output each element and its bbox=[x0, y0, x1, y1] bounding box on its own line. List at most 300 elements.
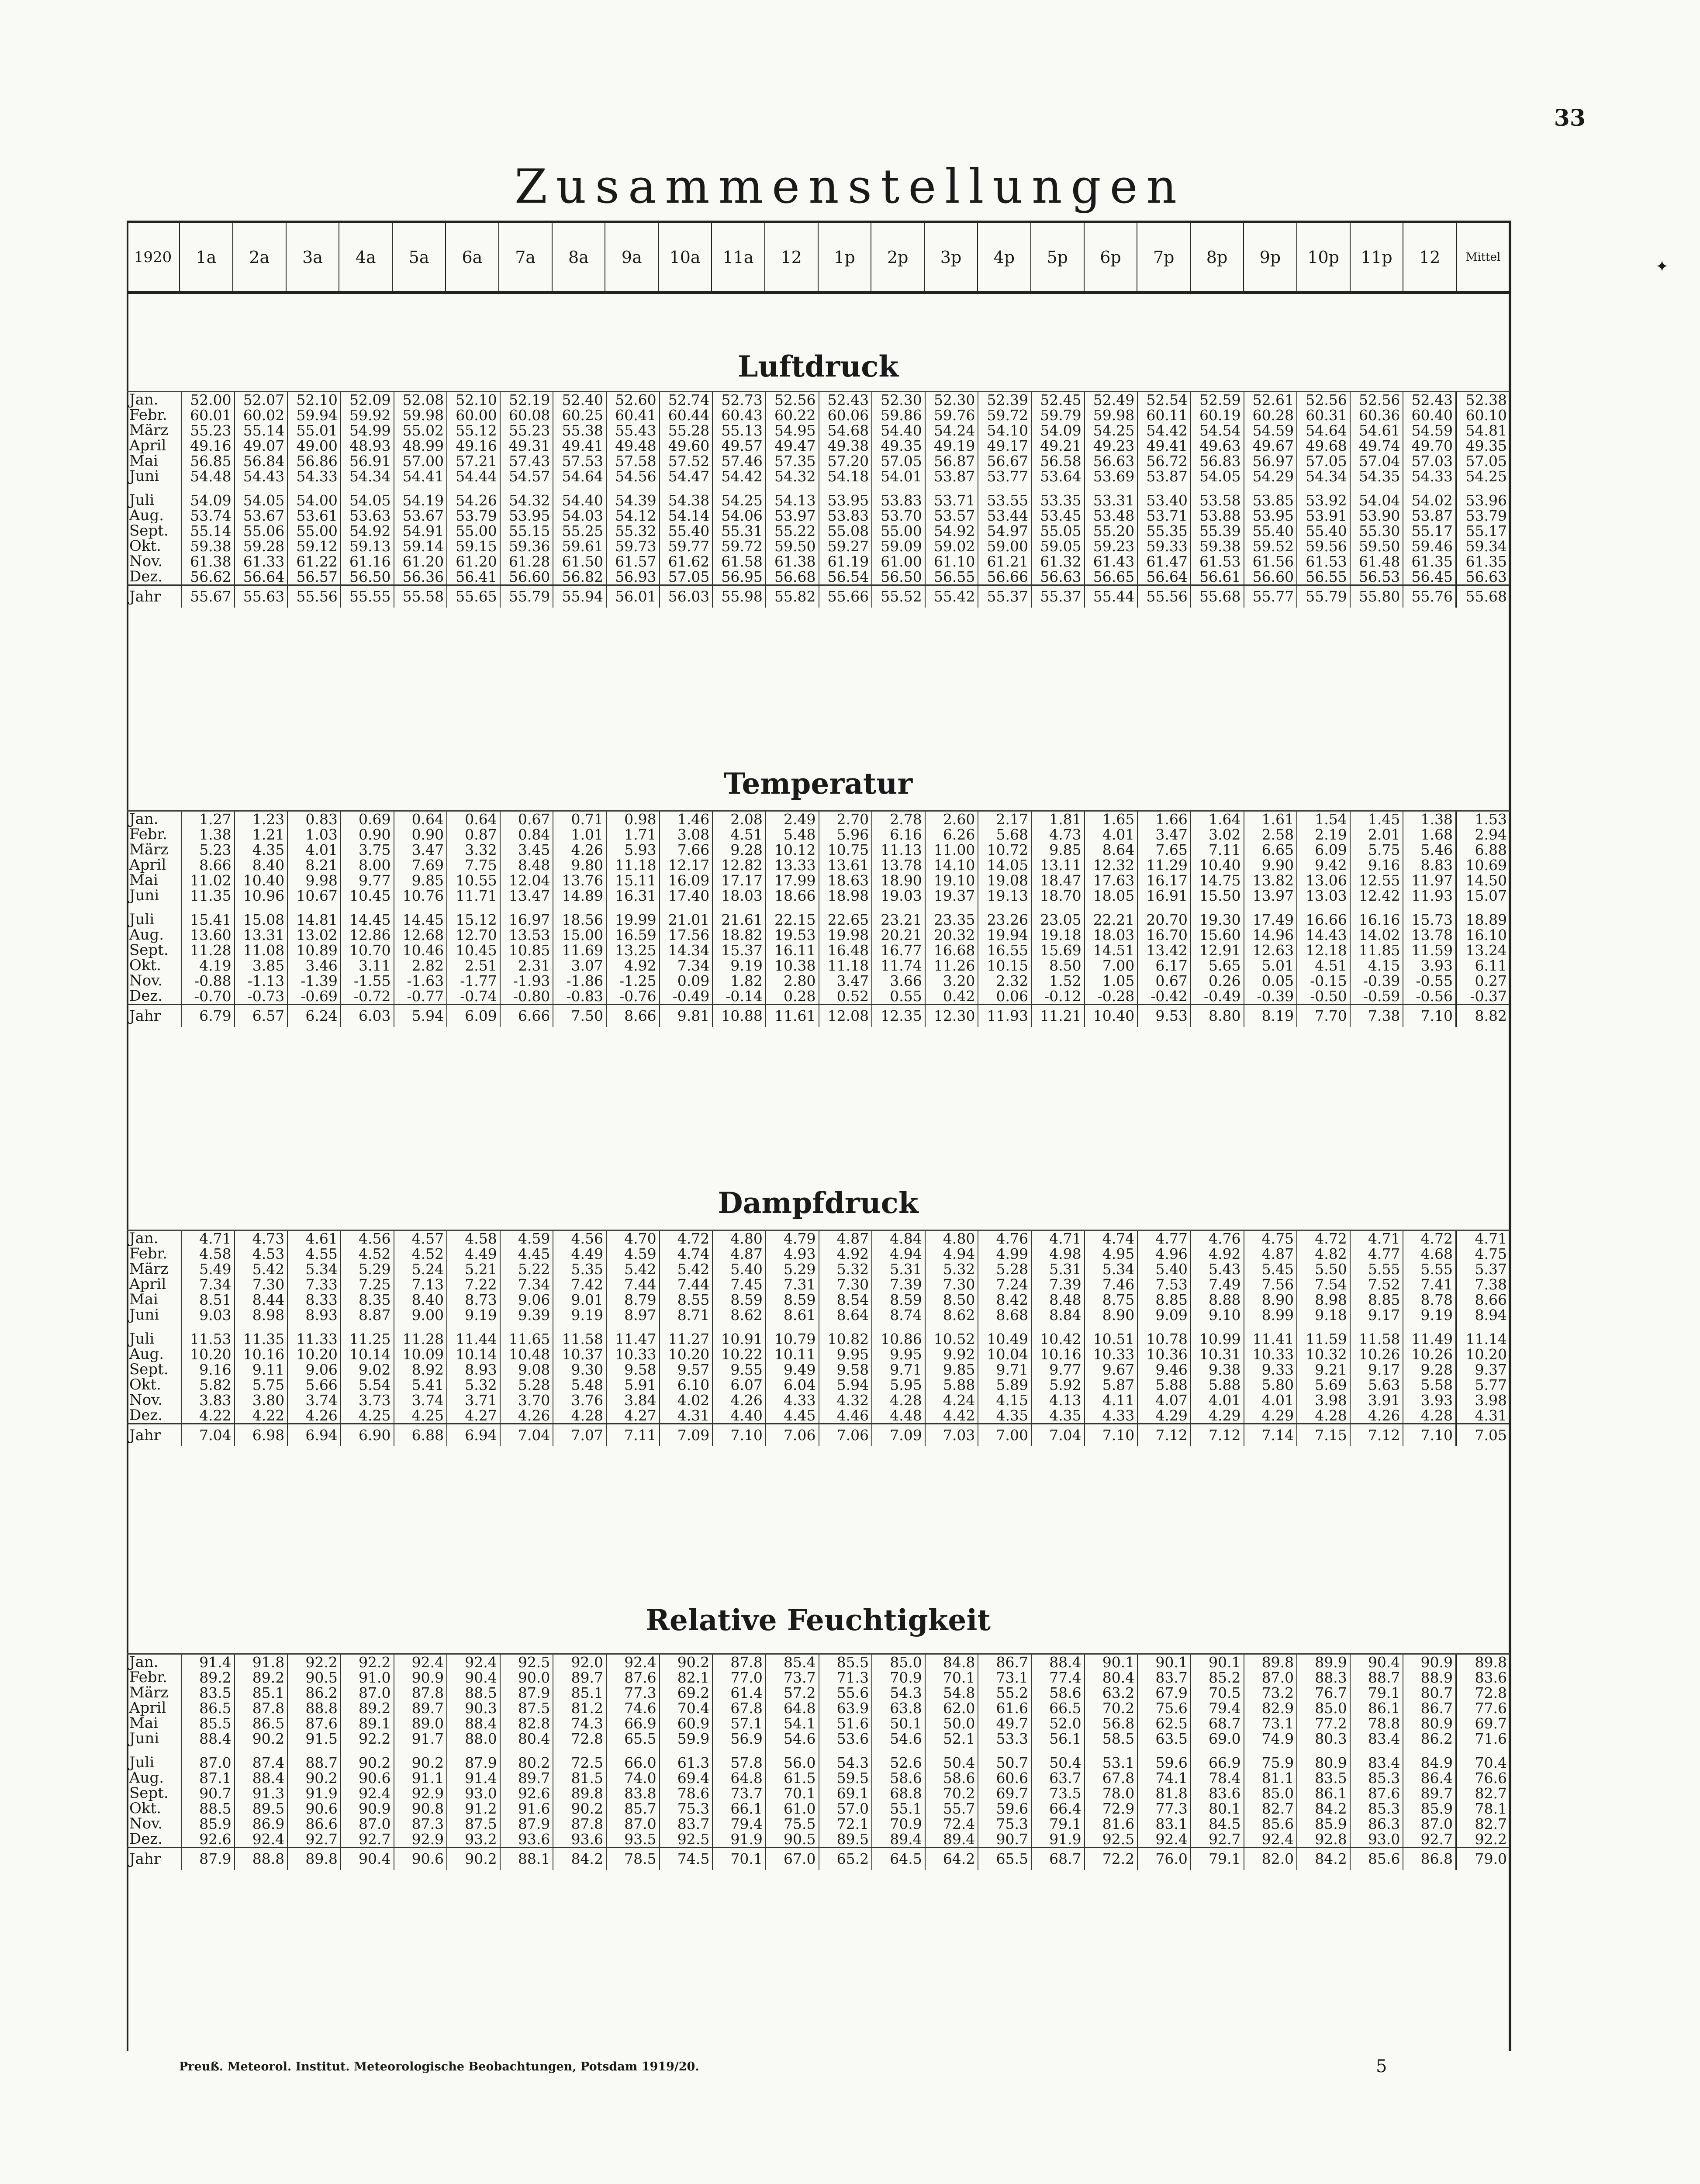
year-mean-cell: 79.0 bbox=[1456, 1848, 1510, 1870]
gap-cell bbox=[287, 903, 341, 912]
year-value-cell: 7.15 bbox=[1297, 1424, 1350, 1447]
mean-cell: 89.8 bbox=[1456, 1655, 1510, 1670]
value-cell: 6.17 bbox=[1137, 958, 1191, 973]
value-cell: 8.48 bbox=[1031, 1292, 1085, 1307]
value-cell: 57.58 bbox=[606, 453, 660, 469]
value-cell: 57.52 bbox=[660, 453, 713, 469]
value-cell: 87.0 bbox=[181, 1755, 235, 1770]
value-cell: 8.59 bbox=[766, 1292, 819, 1307]
value-cell: 4.51 bbox=[1297, 958, 1350, 973]
value-cell: 11.02 bbox=[181, 873, 235, 888]
year-value-cell: 7.10 bbox=[1403, 1424, 1456, 1447]
value-cell: 11.93 bbox=[1403, 888, 1456, 903]
value-cell: 90.1 bbox=[1137, 1655, 1191, 1670]
gap-cell bbox=[341, 903, 394, 912]
value-cell: 84.8 bbox=[925, 1655, 978, 1670]
value-cell: 87.0 bbox=[1244, 1670, 1297, 1685]
value-cell: 87.8 bbox=[553, 1816, 606, 1832]
table-row bbox=[127, 469, 1510, 484]
value-cell: 59.50 bbox=[766, 539, 819, 554]
mean-cell: 8.66 bbox=[1456, 1292, 1510, 1307]
value-cell: 52.61 bbox=[1244, 392, 1297, 408]
value-cell: 63.7 bbox=[1031, 1770, 1085, 1786]
year-value-cell: 8.66 bbox=[606, 1005, 660, 1027]
year-value-cell: 6.94 bbox=[287, 1424, 341, 1447]
value-cell: 61.6 bbox=[978, 1700, 1031, 1716]
value-cell: 67.8 bbox=[712, 1700, 766, 1716]
value-cell: 5.40 bbox=[1137, 1261, 1191, 1277]
value-cell: 3.47 bbox=[394, 842, 447, 857]
gap-cell bbox=[978, 1323, 1031, 1331]
value-cell: 91.2 bbox=[447, 1801, 500, 1816]
value-cell: 89.8 bbox=[553, 1786, 606, 1801]
year-value-cell: 55.55 bbox=[341, 585, 394, 608]
value-cell: 60.31 bbox=[1297, 408, 1350, 423]
year-value-cell: 87.9 bbox=[181, 1848, 235, 1870]
value-cell: 53.58 bbox=[1191, 493, 1244, 508]
value-cell: 4.19 bbox=[181, 958, 235, 973]
value-cell: 4.56 bbox=[341, 1231, 394, 1246]
value-cell: 3.74 bbox=[287, 1393, 341, 1408]
gap-cell bbox=[394, 903, 447, 912]
value-cell: 54.05 bbox=[235, 493, 288, 508]
value-cell: 5.23 bbox=[181, 842, 235, 857]
value-cell: 4.57 bbox=[394, 1231, 447, 1246]
value-cell: 14.02 bbox=[1350, 927, 1403, 943]
value-cell: 23.35 bbox=[925, 912, 978, 927]
gap-cell bbox=[766, 903, 819, 912]
value-cell: 18.03 bbox=[1085, 927, 1138, 943]
value-cell: 55.28 bbox=[660, 423, 713, 438]
month-label: Aug. bbox=[129, 508, 164, 523]
value-cell: 16.55 bbox=[978, 943, 1031, 958]
value-cell: 88.3 bbox=[1297, 1670, 1350, 1685]
gap-cell bbox=[1137, 1323, 1191, 1331]
value-cell: 55.00 bbox=[447, 523, 500, 539]
value-cell: -0.39 bbox=[1244, 988, 1297, 1005]
value-cell: 58.5 bbox=[1085, 1731, 1138, 1746]
value-cell: 10.16 bbox=[235, 1347, 288, 1362]
value-cell: 8.99 bbox=[1244, 1307, 1297, 1323]
gap-cell bbox=[1137, 903, 1191, 912]
value-cell: 81.5 bbox=[553, 1770, 606, 1786]
value-cell: 18.66 bbox=[766, 888, 819, 903]
value-cell: 87.8 bbox=[394, 1685, 447, 1700]
value-cell: 53.90 bbox=[1350, 508, 1403, 523]
value-cell: 55.20 bbox=[1085, 523, 1138, 539]
value-cell: 56.54 bbox=[819, 569, 872, 585]
value-cell: 58.6 bbox=[1031, 1685, 1085, 1700]
value-cell: 9.17 bbox=[1350, 1307, 1403, 1323]
month-label: Febr. bbox=[129, 1246, 167, 1261]
value-cell: 5.34 bbox=[1085, 1261, 1138, 1277]
value-cell: 53.6 bbox=[819, 1731, 872, 1746]
value-cell: 68.8 bbox=[872, 1786, 925, 1801]
value-cell: 49.68 bbox=[1297, 438, 1350, 453]
value-cell: 88.9 bbox=[1403, 1670, 1456, 1685]
value-cell: 5.42 bbox=[606, 1261, 660, 1277]
year-value-cell: 70.1 bbox=[712, 1848, 766, 1870]
month-label: Sept. bbox=[129, 1362, 169, 1377]
value-cell: 61.58 bbox=[712, 554, 766, 569]
value-cell: 4.32 bbox=[819, 1393, 872, 1408]
value-cell: 13.03 bbox=[1297, 888, 1350, 903]
value-cell: 7.11 bbox=[1191, 842, 1244, 857]
value-cell: 16.16 bbox=[1350, 912, 1403, 927]
value-cell: 8.59 bbox=[712, 1292, 766, 1307]
mean-cell: 11.14 bbox=[1456, 1331, 1510, 1347]
value-cell: 53.57 bbox=[925, 508, 978, 523]
value-cell: 74.0 bbox=[606, 1770, 660, 1786]
mean-cell: 61.35 bbox=[1456, 554, 1510, 569]
year-value-cell: 9.53 bbox=[1137, 1005, 1191, 1027]
value-cell: 54.8 bbox=[925, 1685, 978, 1700]
gap-cell bbox=[766, 1746, 819, 1755]
value-cell: 72.5 bbox=[553, 1755, 606, 1770]
section-temperatur bbox=[127, 810, 1510, 1027]
value-cell: 78.8 bbox=[1350, 1716, 1403, 1731]
month-label: Febr. bbox=[129, 1670, 167, 1685]
year-value-cell: 90.4 bbox=[341, 1848, 394, 1870]
value-cell: 90.9 bbox=[1403, 1655, 1456, 1670]
value-cell: 4.27 bbox=[606, 1408, 660, 1424]
value-cell: 5.46 bbox=[1403, 842, 1456, 857]
value-cell: 7.33 bbox=[287, 1277, 341, 1292]
value-cell: 56.87 bbox=[925, 453, 978, 469]
table-row bbox=[127, 569, 1510, 585]
value-cell: 86.5 bbox=[181, 1700, 235, 1716]
value-cell: 7.24 bbox=[978, 1277, 1031, 1292]
gap-cell bbox=[766, 1323, 819, 1331]
value-cell: 69.2 bbox=[660, 1685, 713, 1700]
value-cell: 93.0 bbox=[447, 1786, 500, 1801]
value-cell: 22.15 bbox=[766, 912, 819, 927]
value-cell: 88.0 bbox=[447, 1731, 500, 1746]
value-cell: -0.72 bbox=[341, 988, 394, 1005]
value-cell: 1.45 bbox=[1350, 812, 1403, 827]
value-cell: 17.56 bbox=[660, 927, 713, 943]
year-value-cell: 88.1 bbox=[500, 1848, 553, 1870]
value-cell: 9.58 bbox=[606, 1362, 660, 1377]
value-cell: 15.12 bbox=[447, 912, 500, 927]
value-cell: 1.71 bbox=[606, 827, 660, 842]
value-cell: 7.00 bbox=[1085, 958, 1138, 973]
year-value-cell: 6.24 bbox=[287, 1005, 341, 1027]
value-cell: 12.18 bbox=[1297, 943, 1350, 958]
value-cell: 60.08 bbox=[500, 408, 553, 423]
year-value-cell: 90.2 bbox=[447, 1848, 500, 1870]
value-cell: 7.52 bbox=[1350, 1277, 1403, 1292]
value-cell: 56.8 bbox=[1085, 1716, 1138, 1731]
month-label: Nov. bbox=[129, 554, 163, 569]
value-cell: 81.2 bbox=[553, 1700, 606, 1716]
gap-cell bbox=[766, 484, 819, 493]
value-cell: 92.5 bbox=[500, 1655, 553, 1670]
value-cell: 61.0 bbox=[766, 1801, 819, 1816]
value-cell: 7.13 bbox=[394, 1277, 447, 1292]
value-cell: 11.33 bbox=[287, 1331, 341, 1347]
value-cell: 59.6 bbox=[1137, 1755, 1191, 1770]
value-cell: 83.4 bbox=[1350, 1755, 1403, 1770]
year-value-cell: 7.50 bbox=[553, 1005, 606, 1027]
value-cell: 49.35 bbox=[872, 438, 925, 453]
value-cell: 9.71 bbox=[872, 1362, 925, 1377]
mean-cell: 82.7 bbox=[1456, 1816, 1510, 1832]
value-cell: 1.64 bbox=[1191, 812, 1244, 827]
value-cell: 6.04 bbox=[766, 1377, 819, 1393]
value-cell: 0.67 bbox=[1137, 973, 1191, 988]
value-cell: 4.26 bbox=[553, 842, 606, 857]
value-cell: 5.48 bbox=[766, 827, 819, 842]
value-cell: 54.35 bbox=[1350, 469, 1403, 484]
value-cell: 57.46 bbox=[712, 453, 766, 469]
mean-cell: 16.10 bbox=[1456, 927, 1510, 943]
value-cell: 54.57 bbox=[500, 469, 553, 484]
value-cell: 7.53 bbox=[1137, 1277, 1191, 1292]
value-cell: 3.70 bbox=[500, 1393, 553, 1408]
hour-header: 6p bbox=[1084, 223, 1137, 291]
gap-cell bbox=[287, 484, 341, 493]
year-value-cell: 55.80 bbox=[1350, 585, 1403, 608]
value-cell: -0.39 bbox=[1350, 973, 1403, 988]
value-cell: 19.94 bbox=[978, 927, 1031, 943]
value-cell: 91.9 bbox=[712, 1832, 766, 1848]
column-header-row bbox=[127, 221, 1510, 294]
value-cell: 90.4 bbox=[447, 1670, 500, 1685]
value-cell: 4.45 bbox=[766, 1408, 819, 1424]
value-cell: 59.14 bbox=[394, 539, 447, 554]
value-cell: 52.60 bbox=[606, 392, 660, 408]
hour-header: 2a bbox=[233, 223, 286, 291]
year-value-cell: 7.07 bbox=[553, 1424, 606, 1447]
value-cell: -0.74 bbox=[447, 988, 500, 1005]
mean-cell: 78.1 bbox=[1456, 1801, 1510, 1816]
value-cell: 77.3 bbox=[1137, 1801, 1191, 1816]
value-cell: 61.38 bbox=[766, 554, 819, 569]
month-label: Juli bbox=[129, 493, 155, 508]
month-label: Juni bbox=[129, 469, 159, 484]
value-cell: 57.05 bbox=[660, 569, 713, 585]
value-cell: 15.41 bbox=[181, 912, 235, 927]
hour-header: 8a bbox=[552, 223, 605, 291]
value-cell: 91.8 bbox=[235, 1655, 288, 1670]
value-cell: 18.98 bbox=[819, 888, 872, 903]
value-cell: 90.0 bbox=[500, 1670, 553, 1685]
value-cell: 55.23 bbox=[500, 423, 553, 438]
value-cell: 61.38 bbox=[181, 554, 235, 569]
value-cell: 1.46 bbox=[660, 812, 713, 827]
value-cell: 80.3 bbox=[1297, 1731, 1350, 1746]
value-cell: 10.96 bbox=[235, 888, 288, 903]
value-cell: 5.31 bbox=[872, 1261, 925, 1277]
value-cell: 9.67 bbox=[1085, 1362, 1138, 1377]
mean-cell: 71.6 bbox=[1456, 1731, 1510, 1746]
value-cell: 56.41 bbox=[447, 569, 500, 585]
value-cell: 7.22 bbox=[447, 1277, 500, 1292]
value-cell: 4.25 bbox=[394, 1408, 447, 1424]
month-label: Mai bbox=[129, 1716, 158, 1731]
value-cell: 17.40 bbox=[660, 888, 713, 903]
value-cell: 90.5 bbox=[287, 1670, 341, 1685]
year-value-cell: 86.8 bbox=[1403, 1848, 1456, 1870]
value-cell: 86.1 bbox=[1350, 1700, 1403, 1716]
month-label: Sept. bbox=[129, 943, 169, 958]
mean-cell: 2.94 bbox=[1456, 827, 1510, 842]
value-cell: 8.50 bbox=[1031, 958, 1085, 973]
value-cell: 4.99 bbox=[978, 1246, 1031, 1261]
table-row bbox=[127, 1347, 1510, 1362]
hour-header: 5p bbox=[1031, 223, 1084, 291]
value-cell: 52.10 bbox=[287, 392, 341, 408]
value-cell: 89.2 bbox=[181, 1670, 235, 1685]
value-cell: 54.09 bbox=[181, 493, 235, 508]
value-cell: 1.66 bbox=[1137, 812, 1191, 827]
value-cell: 7.44 bbox=[606, 1277, 660, 1292]
value-cell: 91.4 bbox=[181, 1655, 235, 1670]
value-cell: 3.74 bbox=[394, 1393, 447, 1408]
year-value-cell: 12.08 bbox=[819, 1005, 872, 1027]
value-cell: 1.65 bbox=[1085, 812, 1138, 827]
value-cell: 56.36 bbox=[394, 569, 447, 585]
value-cell: 83.5 bbox=[1297, 1770, 1350, 1786]
value-cell: 85.3 bbox=[1350, 1770, 1403, 1786]
value-cell: 55.40 bbox=[660, 523, 713, 539]
value-cell: 61.10 bbox=[925, 554, 978, 569]
value-cell: 53.87 bbox=[925, 469, 978, 484]
value-cell: 56.60 bbox=[500, 569, 553, 585]
mean-cell: 54.81 bbox=[1456, 423, 1510, 438]
value-cell: 56.66 bbox=[978, 569, 1031, 585]
value-cell: 5.96 bbox=[819, 827, 872, 842]
value-cell: 59.79 bbox=[1031, 408, 1085, 423]
value-cell: 0.83 bbox=[287, 812, 341, 827]
value-cell: 5.01 bbox=[1244, 958, 1297, 973]
gap-cell bbox=[1350, 484, 1403, 493]
value-cell: 17.99 bbox=[766, 873, 819, 888]
value-cell: 53.1 bbox=[1085, 1755, 1138, 1770]
value-cell: 9.16 bbox=[1350, 857, 1403, 873]
year-value-cell: 74.5 bbox=[660, 1848, 713, 1870]
value-cell: 18.56 bbox=[553, 912, 606, 927]
value-cell: 5.94 bbox=[819, 1377, 872, 1393]
value-cell: 66.0 bbox=[606, 1755, 660, 1770]
value-cell: 19.18 bbox=[1031, 927, 1085, 943]
value-cell: 4.79 bbox=[766, 1231, 819, 1246]
hour-header: 10a bbox=[658, 223, 712, 291]
mean-cell: 82.7 bbox=[1456, 1786, 1510, 1801]
gap-cell bbox=[606, 1323, 660, 1331]
mean-cell: 70.4 bbox=[1456, 1755, 1510, 1770]
value-cell: 9.19 bbox=[712, 958, 766, 973]
value-cell: 52.74 bbox=[660, 392, 713, 408]
value-cell: 52.39 bbox=[978, 392, 1031, 408]
value-cell: 53.71 bbox=[1137, 508, 1191, 523]
month-label: Mai bbox=[129, 873, 158, 888]
value-cell: 8.42 bbox=[978, 1292, 1031, 1307]
value-cell: 54.40 bbox=[872, 423, 925, 438]
value-cell: 7.34 bbox=[181, 1277, 235, 1292]
value-cell: 50.4 bbox=[1031, 1755, 1085, 1770]
value-cell: -1.39 bbox=[287, 973, 341, 988]
value-cell: 9.21 bbox=[1297, 1362, 1350, 1377]
value-cell: 53.69 bbox=[1085, 469, 1138, 484]
value-cell: 5.42 bbox=[235, 1261, 288, 1277]
mean-cell: 54.25 bbox=[1456, 469, 1510, 484]
value-cell: 6.07 bbox=[712, 1377, 766, 1393]
value-cell: 4.94 bbox=[872, 1246, 925, 1261]
value-cell: 90.2 bbox=[235, 1731, 288, 1746]
value-cell: 16.17 bbox=[1137, 873, 1191, 888]
header-cells bbox=[127, 223, 1510, 291]
value-cell: 89.7 bbox=[553, 1670, 606, 1685]
value-cell: 87.0 bbox=[341, 1685, 394, 1700]
value-cell: 90.7 bbox=[978, 1832, 1031, 1848]
mean-cell: 10.69 bbox=[1456, 857, 1510, 873]
table-row bbox=[127, 523, 1510, 539]
value-cell: 58.6 bbox=[925, 1770, 978, 1786]
value-cell: 12.70 bbox=[447, 927, 500, 943]
value-cell: 3.11 bbox=[341, 958, 394, 973]
value-cell: 64.8 bbox=[712, 1770, 766, 1786]
value-cell: 59.86 bbox=[872, 408, 925, 423]
value-cell: 10.99 bbox=[1191, 1331, 1244, 1347]
value-cell: 54.03 bbox=[553, 508, 606, 523]
table-row bbox=[127, 1277, 1510, 1292]
value-cell: 8.55 bbox=[660, 1292, 713, 1307]
value-cell: 23.26 bbox=[978, 912, 1031, 927]
value-cell: 59.94 bbox=[287, 408, 341, 423]
value-cell: 56.85 bbox=[181, 453, 235, 469]
value-cell: 80.4 bbox=[500, 1731, 553, 1746]
year-mean-cell: 8.82 bbox=[1456, 1005, 1510, 1027]
value-cell: 19.10 bbox=[925, 873, 978, 888]
value-cell: 11.08 bbox=[235, 943, 288, 958]
value-cell: 54.99 bbox=[341, 423, 394, 438]
year-value-cell: 79.1 bbox=[1191, 1848, 1244, 1870]
value-cell: 2.70 bbox=[819, 812, 872, 827]
value-cell: 59.5 bbox=[819, 1770, 872, 1786]
value-cell: 55.35 bbox=[1137, 523, 1191, 539]
value-cell: 2.19 bbox=[1297, 827, 1350, 842]
value-cell: 54.6 bbox=[766, 1731, 819, 1746]
year-value-cell: 6.57 bbox=[235, 1005, 288, 1027]
gap-cell bbox=[1031, 1746, 1085, 1755]
gap-cell bbox=[1403, 1323, 1456, 1331]
value-cell: 56.55 bbox=[1297, 569, 1350, 585]
value-cell: 5.24 bbox=[394, 1261, 447, 1277]
value-cell: 11.71 bbox=[447, 888, 500, 903]
value-cell: 12.86 bbox=[341, 927, 394, 943]
gap-cell bbox=[872, 1323, 925, 1331]
value-cell: 60.22 bbox=[766, 408, 819, 423]
value-cell: 55.30 bbox=[1350, 523, 1403, 539]
value-cell: 88.4 bbox=[235, 1770, 288, 1786]
value-cell: 67.8 bbox=[1085, 1770, 1138, 1786]
value-cell: 73.5 bbox=[1031, 1786, 1085, 1801]
year-value-cell: 7.12 bbox=[1350, 1424, 1403, 1447]
value-cell: 10.20 bbox=[181, 1347, 235, 1362]
value-cell: 89.4 bbox=[925, 1832, 978, 1848]
value-cell: 59.15 bbox=[447, 539, 500, 554]
value-cell: 59.46 bbox=[1403, 539, 1456, 554]
value-cell: 55.01 bbox=[287, 423, 341, 438]
month-label: Juni bbox=[129, 888, 159, 903]
month-label: Aug. bbox=[129, 1347, 164, 1362]
month-label: April bbox=[129, 857, 166, 873]
value-cell: 85.4 bbox=[766, 1655, 819, 1670]
value-cell: 58.6 bbox=[872, 1770, 925, 1786]
value-cell: 55.08 bbox=[819, 523, 872, 539]
